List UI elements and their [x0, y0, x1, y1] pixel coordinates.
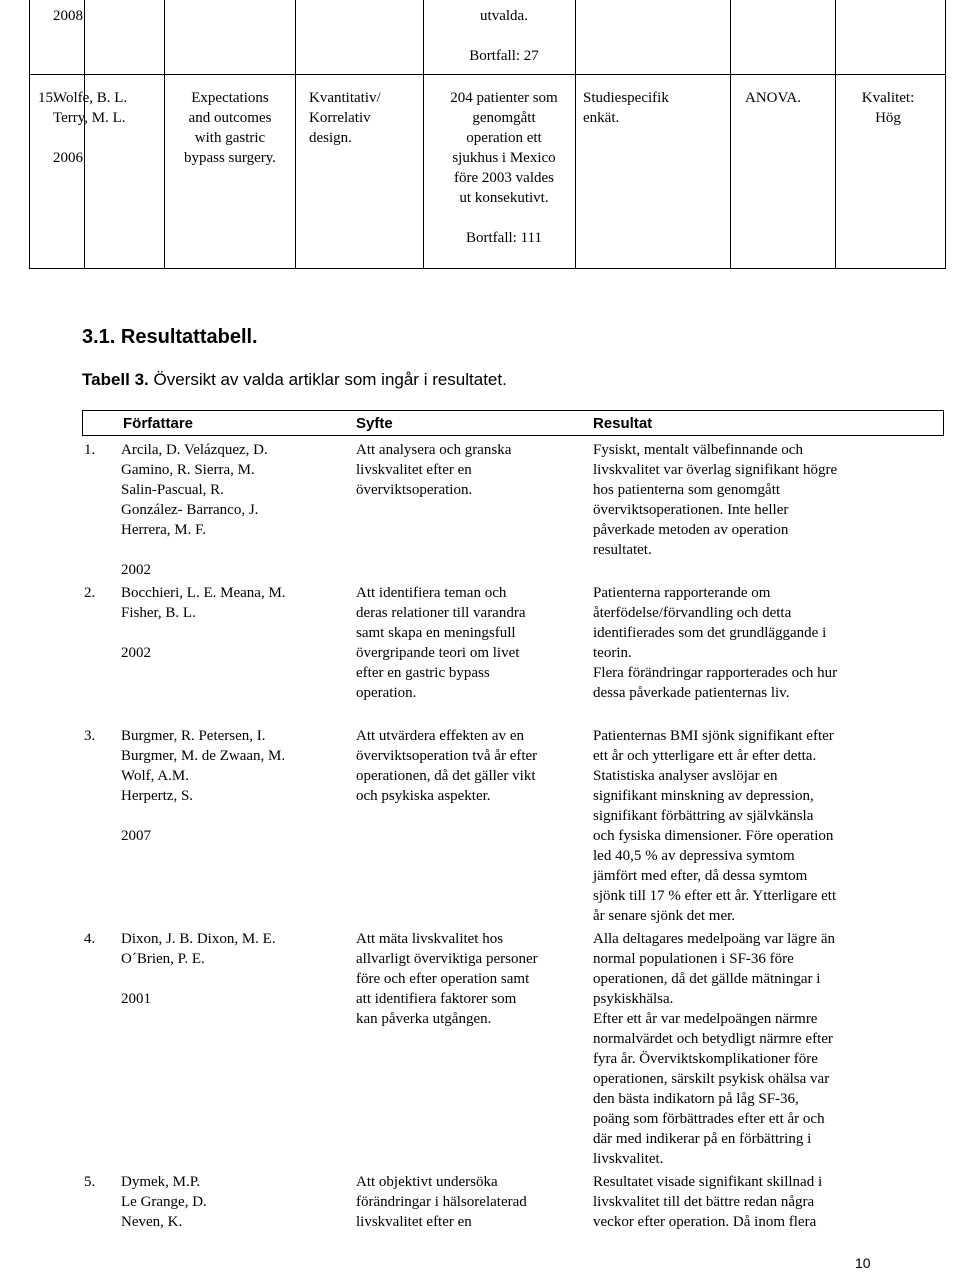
row-2-result: Patienterna rapporterande om återfödelse/förvandling och detta identifierades som det grundläggande i teorin. Flera förändringar rapporterades och hur dessa påverkade patienternas liv. — [593, 585, 838, 701]
row-5-result: Resultatet visade signifikant skillnad i livskvalitet till det bättre redan några veckor efter operation. Då inom flera — [593, 1174, 823, 1230]
row-5-aim: Att objektivt undersöka förändringar i hälsorelaterad livskvalitet efter en — [356, 1174, 527, 1230]
prev-row2-method: Studiespecifik enkät. — [583, 90, 669, 126]
section-heading: 3.1. Resultattabell. — [82, 326, 258, 348]
caption-label: Tabell 3. — [82, 370, 149, 389]
caption-text: Översikt av valda artiklar som ingår i resultatet. — [148, 370, 507, 389]
prev-row2-num: 15. — [38, 90, 57, 106]
row-4-authors: Dixon, J. B. Dixon, M. E. O´Brien, P. E. 2001 — [121, 931, 276, 1007]
row-1-number: 1. — [84, 442, 96, 458]
prev-row2-analysis: ANOVA. — [745, 90, 801, 106]
col-divider — [730, 0, 731, 268]
row-1-authors: Arcila, D. Velázquez, D. Gamino, R. Sierra, M. Salin-Pascual, R. González- Barranco, J. Herrera, M. F. 2002 — [121, 442, 268, 578]
row-5-number: 5. — [84, 1174, 96, 1190]
row-3-result: Patienternas BMI sjönk signifikant efter ett år och ytterligare ett år efter detta. Statistiska analyser avslöjar en signifikant minskning av depression, signifikant förbättring av självkänsla och fysiska dimensioner. Före operation led 40,5 % av depressiva symtom jämfört med efter, då dessa symtom sjönk till 17 % efter ett år. Ytterligare ett år senare sjönk det mer. — [593, 728, 837, 924]
header-result: Resultat — [593, 415, 653, 432]
row-1-aim: Att analysera och granska livskvalitet efter en överviktsoperation. — [356, 442, 512, 498]
table-caption — [82, 370, 507, 390]
row-3-aim: Att utvärdera effekten av en överviktsoperation två år efter operationen, då det gäller vikt och psykiska aspekter. — [356, 728, 538, 804]
row-3-authors: Burgmer, R. Petersen, I. Burgmer, M. de Zwaan, M. Wolf, A.M. Herpertz, S. 2007 — [121, 728, 286, 844]
row-3-number: 3. — [84, 728, 96, 744]
row-2-authors: Bocchieri, L. E. Meana, M. Fisher, B. L. 2002 — [121, 585, 286, 661]
results-table-header — [82, 410, 944, 436]
prev-row2-design: Kvantitativ/ Korrelativ design. — [309, 90, 381, 146]
page-number: 10 — [855, 1255, 871, 1271]
col-divider — [164, 0, 165, 268]
prev-row1-col1: 2008 — [53, 8, 83, 24]
col-divider — [295, 0, 296, 268]
row-4-result: Alla deltagares medelpoäng var lägre än normal populationen i SF-36 före operationen, då det gällde mätningar i psykiskhälsa. Efter ett år var medelpoängen närmre normalvärdet och betydligt närmre efter fyra år. Överviktskomplikationer före operationen, särskilt psykisk ohälsa var den bästa indikatorn på låg SF-36, poäng som förbättrades efter ett år och där med indikerar på en förbättring i livskvalitet. — [593, 931, 835, 1167]
row-5-authors: Dymek, M.P. Le Grange, D. Neven, K. — [121, 1174, 207, 1230]
prev-row2-authors: Wolfe, B. L. Terry, M. L. 2006 — [53, 90, 128, 166]
header-aim: Syfte — [356, 415, 393, 432]
row-4-number: 4. — [84, 931, 96, 947]
prev-row2-title: Expectations and outcomes with gastric bypass surgery. — [183, 90, 277, 166]
row-2-number: 2. — [84, 585, 96, 601]
row-2-aim: Att identifiera teman och deras relationer till varandra samt skapa en meningsfull övergripande teori om livet efter en gastric bypass operation. — [356, 585, 526, 701]
row-1-result: Fysiskt, mentalt välbefinnande och livskvalitet var överlag signifikant högre hos patienterna som genomgått överviktsoperationen. Inte heller påverkade metoden av operation resultatet. — [593, 442, 838, 558]
prev-row1-sample: utvalda. Bortfall: 27 — [469, 8, 539, 64]
prev-row2-quality: Kvalitet: Hög — [861, 90, 915, 126]
header-authors: Författare — [123, 415, 194, 432]
col-divider — [835, 0, 836, 268]
prev-row2-sample: 204 patienter som genomgått operation ett sjukhus i Mexico före 2003 valdes ut konsekutivt. Bortfall: 111 — [450, 90, 558, 246]
row-4-aim: Att mäta livskvalitet hos allvarligt överviktiga personer före och efter operation samt att identifiera faktorer som kan påverka utgången. — [356, 931, 538, 1027]
